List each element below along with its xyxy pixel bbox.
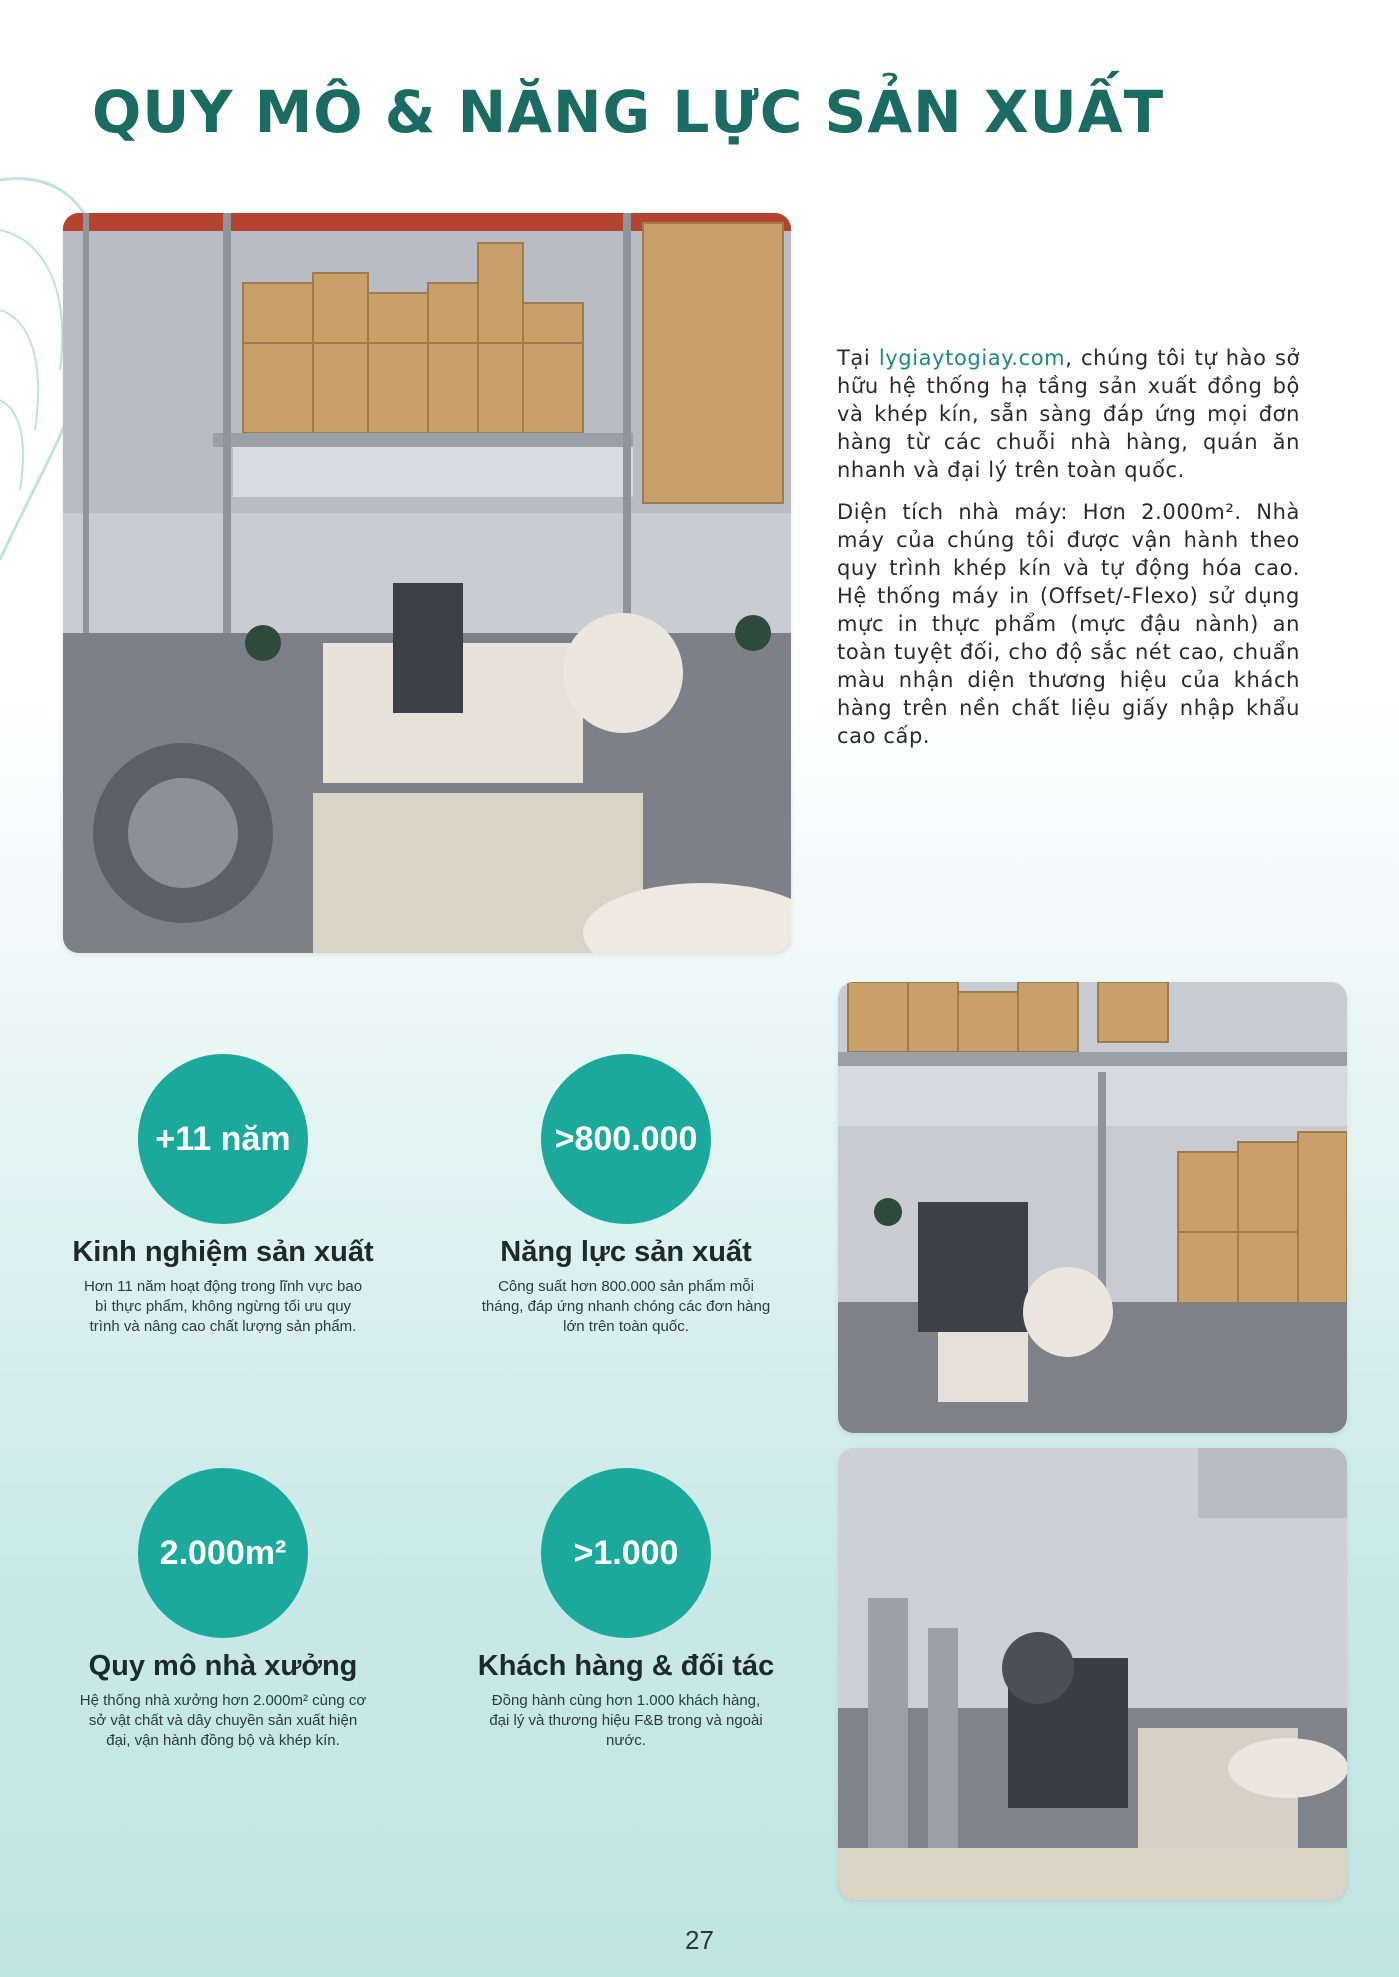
stat-value-circle: >1.000: [541, 1468, 711, 1638]
stat-value-circle: 2.000m²: [138, 1468, 308, 1638]
stat-description: Hơn 11 năm hoạt động trong lĩnh vực bao bì thực phẩm, không ngừng tối ưu quy trình và nâng cao chất lượng sản phẩm.: [83, 1278, 363, 1335]
page-title: QUY MÔ & NĂNG LỰC SẢN XUẤT: [92, 78, 1165, 146]
stat-title: Quy mô nhà xưởng: [88, 1650, 358, 1682]
stat-capacity: [456, 1054, 796, 1337]
intro-rest: , chúng tôi tự hào sở hữu hệ thống hạ tầng sản xuất đồng bộ và khép kín, sẵn sàng đáp ứng mọi đơn hàng từ các chuỗi nhà hàng, quán ăn nhanh và đại lý trên toàn quốc.: [837, 346, 1301, 482]
stat-description: Công suất hơn 800.000 sản phẩm mỗi tháng, đáp ứng nhanh chóng các đơn hàng lớn trên toàn quốc.: [481, 1278, 771, 1335]
stat-title: Khách hàng & đối tác: [477, 1650, 775, 1682]
factory-photo-machines: [838, 1448, 1347, 1900]
stat-customers: [456, 1468, 796, 1751]
intro-prefix: Tại: [837, 346, 879, 370]
stat-value-circle: +11 năm: [138, 1054, 308, 1224]
intro-text: [837, 344, 1300, 764]
stat-description: Đồng hành cùng hơn 1.000 khách hàng, đại lý và thương hiệu F&B trong và ngoài nước.: [489, 1692, 763, 1749]
intro-paragraph-2: Diện tích nhà máy: Hơn 2.000m². Nhà máy của chúng tôi được vận hành theo quy trình khép kín và tự động hóa cao. Hệ thống máy in (Offset/-Flexo) sử dụng mực in thực phẩm (mực đậu nành) an toàn tuyệt đối, cho độ sắc nét cao, chuẩn màu nhận diện thương hiệu của khách hàng trên nền chất liệu giấy nhập khẩu cao cấp.: [837, 500, 1300, 748]
stat-title: Kinh nghiệm sản xuất: [72, 1236, 374, 1268]
intro-paragraph-1: [837, 344, 1300, 484]
website-link[interactable]: lygiaytogiay.com: [878, 346, 1066, 370]
factory-photo-main: [63, 213, 791, 953]
factory-photo-secondary: [838, 982, 1347, 1433]
stat-value-circle: >800.000: [541, 1054, 711, 1224]
stat-experience: [53, 1054, 393, 1337]
stat-factory-scale: [53, 1468, 393, 1751]
stat-description: Hệ thống nhà xưởng hơn 2.000m² cùng cơ sở vật chất và dây chuyền sản xuất hiện đại, vận hành đồng bộ và khép kín.: [79, 1692, 367, 1749]
page-number: 27: [685, 1925, 714, 1955]
stat-title: Năng lực sản xuất: [500, 1236, 752, 1268]
